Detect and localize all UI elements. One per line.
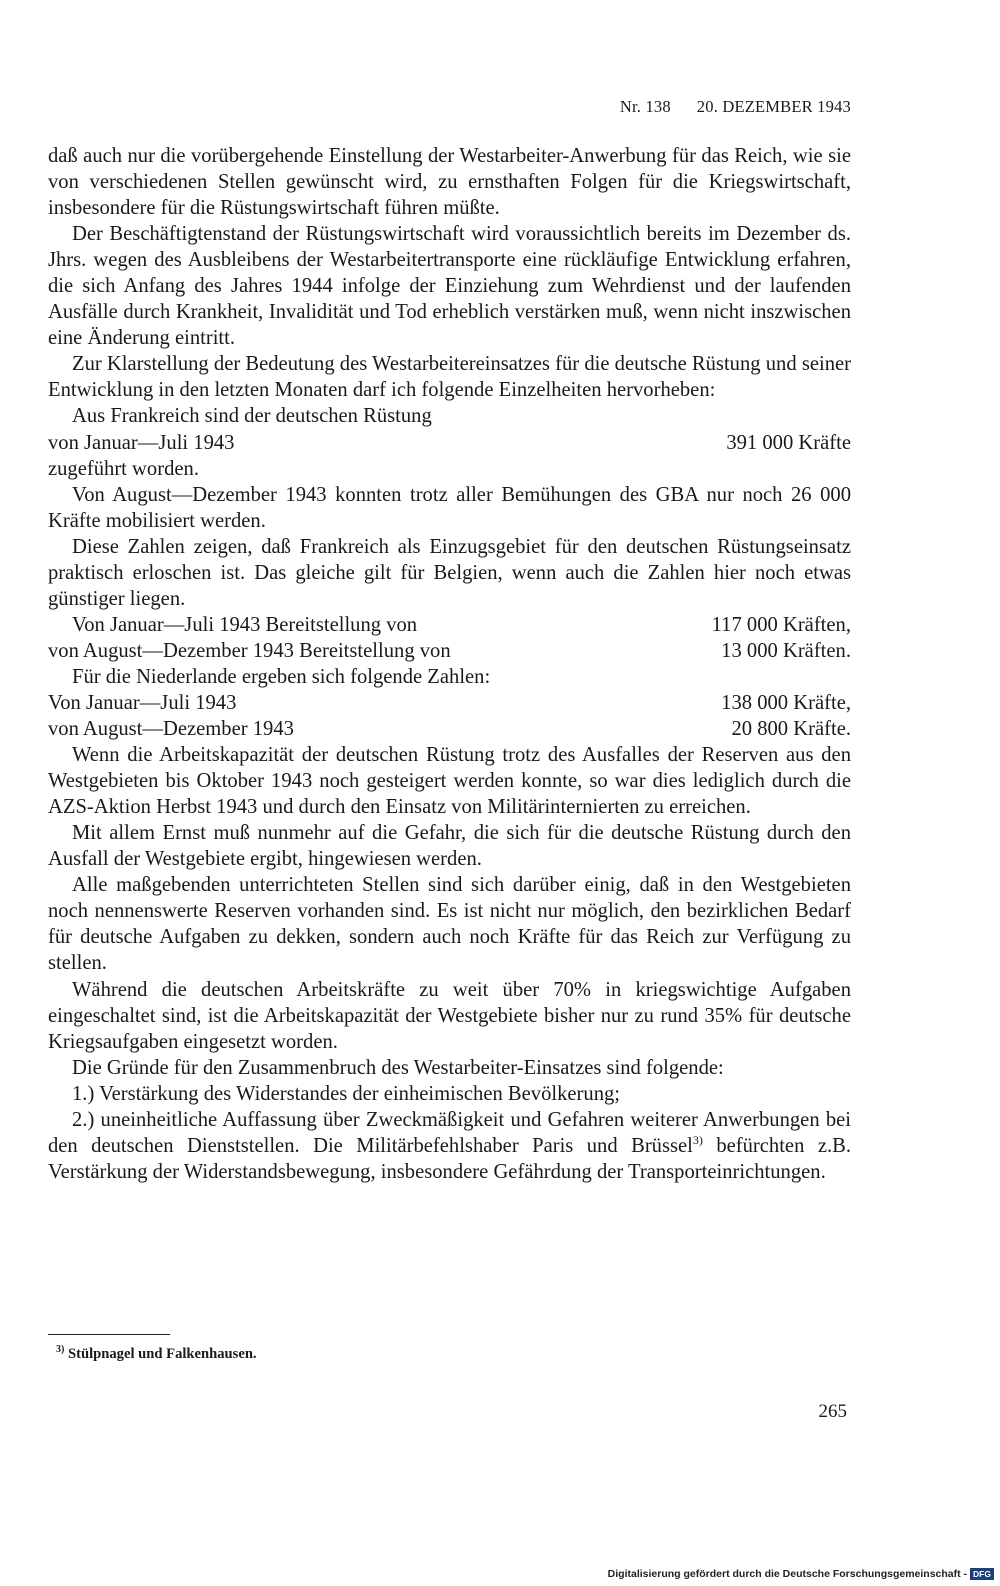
document-number: Nr. 138 — [619, 97, 671, 116]
netherlands-value: 20 800 Kräfte. — [731, 718, 851, 741]
paragraph: Von August—Dezember 1943 konnten trotz aller Bemühungen des GBA nur noch 26 000 Kräfte mobilisiert werden. — [48, 483, 851, 532]
dfg-logo: DFG — [970, 1568, 994, 1580]
belgium-value: 13 000 Kräften. — [721, 639, 851, 662]
paragraph: Mit allem Ernst muß nunmehr auf die Gefahr, die sich für die deutsche Rüstung durch den Ausfall der Westgebiete ergibt, hingewiesen werden. — [48, 822, 851, 871]
list-item-text: 2.) uneinheitliche Auffassung über Zweckmäßigkeit und Gefahren weiterer Anwerbungen bei den deutschen Dienststellen. Die Militärbefehlshaber Paris und Brüssel — [48, 1108, 851, 1157]
running-header — [0, 97, 851, 117]
footnote-divider — [48, 1334, 170, 1335]
belgium-label: von August—Dezember 1943 Bereitstellung von — [48, 639, 451, 662]
paragraph: Die Gründe für den Zusammenbruch des Westarbeiter-Einsatzes sind folgende: — [72, 1056, 724, 1079]
belgium-row — [48, 638, 851, 664]
netherlands-intro: Für die Niederlande ergeben sich folgende Zahlen: — [72, 665, 491, 688]
netherlands-label: von August—Dezember 1943 — [48, 718, 294, 741]
list-item — [48, 1107, 851, 1185]
netherlands-row — [48, 690, 851, 716]
france-intro: Aus Frankreich sind der deutschen Rüstung — [72, 405, 432, 428]
belgium-label: Von Januar—Juli 1943 Bereitstellung von — [72, 613, 418, 636]
paragraph: Während die deutschen Arbeitskräfte zu weit über 70% in kriegswichtige Aufgaben eingeschaltet sind, ist die Arbeitskapazität der Westgebiete bisher nur zu rund 35% für deutsche Kriegsaufgaben eingesetzt worden. — [48, 978, 851, 1053]
footnote-reference[interactable]: 3) — [692, 1132, 703, 1147]
netherlands-row — [48, 716, 851, 742]
body-text — [48, 143, 851, 1185]
footnote-marker: 3) — [56, 1344, 65, 1356]
paragraph: Der Beschäftigtenstand der Rüstungswirtschaft wird voraussichtlich bereits im Dezember ds. Jhrs. wegen des Ausbleibens der Westarbeitertransporte eine rückläufige Entwicklung erfahren, die sich Anfang des Jahres 1944 infolge der Einziehung zum Wehrdienst und der laufenden Ausfälle durch Krankheit, Invalidität und Tod erheblich verstärken muß, wenn nicht inszwischen eine Änderung eintritt. — [48, 223, 851, 350]
credit-text: Digitalisierung gefördert durch die Deutsche Forschungsgemeinschaft - — [607, 1568, 968, 1580]
digitization-credit — [608, 1568, 994, 1580]
netherlands-value: 138 000 Kräfte, — [721, 691, 851, 714]
belgium-value: 117 000 Kräften, — [711, 613, 851, 636]
paragraph: Alle maßgebenden unterrichteten Stellen sind sich darüber einig, daß in den Westgebieten noch nennenswerte Reserven vorhanden sind. Es ist nicht nur möglich, den bezirklichen Bedarf für deutsche Aufgaben zu dekken, sondern auch noch Kräfte für das Reich zur Verfügung zu stellen. — [48, 874, 851, 975]
paragraph: Zur Klarstellung der Bedeutung des Westarbeitereinsatzes für die deutsche Rüstung und seiner Entwicklung in den letzten Monaten darf ich folgende Einzelheiten hervorheben: — [48, 353, 851, 402]
footnote-text: Stülpnagel und Falkenhausen. — [68, 1346, 257, 1362]
france-period: von Januar—Juli 1943 — [48, 431, 235, 454]
header-date: 20. DEZEMBER 1943 — [696, 97, 851, 116]
france-row — [48, 430, 851, 456]
list-item: 1.) Verstärkung des Widerstandes der einheimischen Bevölkerung; — [72, 1082, 621, 1105]
paragraph: Diese Zahlen zeigen, daß Frankreich als Einzugsgebiet für den deutschen Rüstungseinsatz praktisch erloschen ist. Das gleiche gilt für Belgien, wenn auch die Zahlen hier noch etwas günstiger liegen. — [48, 535, 851, 610]
paragraph: Wenn die Arbeitskapazität der deutschen Rüstung trotz des Ausfalles der Reserven aus den Westgebieten bis Oktober 1943 noch gesteigert werden konnte, so war dies lediglich durch die AZS-Aktion Herbst 1943 und durch den Einsatz von Militärinternierten zu erreichen. — [48, 744, 851, 819]
paragraph: daß auch nur die vorübergehende Einstellung der Westarbeiter-Anwerbung für das Reich, wie sie von verschiedenen Stellen gewünscht wird, zu ernsthaften Folgen für die Kriegswirtschaft, insbesondere für die Rüstungswirtschaft führen müßte. — [48, 145, 851, 220]
footnote — [56, 1346, 257, 1363]
belgium-row — [48, 612, 851, 638]
list-item-text: befürchten z.B. Verstärkung der Widerstandsbewegung, insbesondere Gefährdung der Transporteinrichtungen. — [48, 1134, 851, 1183]
france-value: 391 000 Kräfte — [726, 431, 851, 454]
page-number: 265 — [818, 1401, 847, 1422]
france-end: zugeführt worden. — [48, 457, 199, 480]
netherlands-label: Von Januar—Juli 1943 — [48, 691, 237, 714]
